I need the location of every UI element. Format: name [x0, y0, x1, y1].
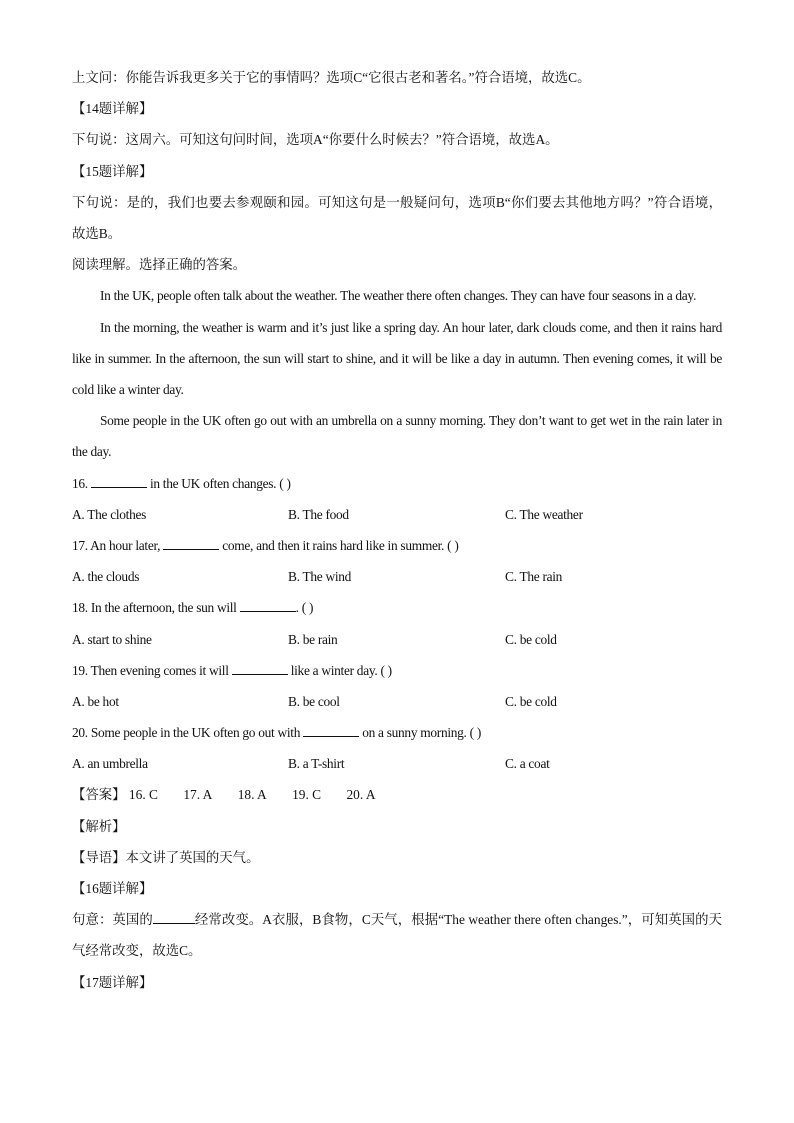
option-a: A. start to shine — [72, 631, 152, 647]
heading-14: 【14题详解】 — [72, 101, 153, 117]
option-a: A. the clouds — [72, 569, 140, 585]
passage-paragraph-3: Some people in the UK often go out with an umbrella on a sunny morning. They don’t want to get wet in the rain later in the day. — [72, 413, 722, 460]
answer-blank — [240, 599, 296, 612]
heading-16: 【16题详解】 — [72, 881, 153, 896]
answer-blank — [153, 911, 195, 924]
answer-blank — [163, 537, 219, 550]
question-16-options — [72, 499, 722, 530]
explanation-14-text: 下句说：这周六。可知这句问时间，选项A“你要什么时候去？”符合语境，故选A。 — [72, 132, 559, 148]
heading-17: 【17题详解】 — [72, 974, 153, 990]
question-16: 16. in the UK often changes. ( ) — [72, 475, 291, 491]
passage-paragraph-2: In the morning, the weather is warm and it’s just like a spring day. An hour later, dark clouds come, and then it rains hard like in summer. In the afternoon, the sun will start to shine, and it will be like a day in autumn. Then evening comes, it will be cold like a winter day. — [72, 319, 722, 397]
option-c: C. be cold — [505, 693, 557, 709]
explanation-15-text: 下句说：是的，我们也要去参观颐和园。可知这句是一般疑问句，选项B“你们要去其他地方吗？”符合语境，故选B。 — [72, 194, 722, 241]
answer-blank — [91, 475, 147, 488]
option-c: C. The rain — [505, 569, 563, 585]
option-c: C. be cold — [505, 631, 557, 647]
answer-item: 17. A — [183, 787, 213, 803]
option-b: B. be rain — [288, 631, 338, 647]
explanation-13-text: 上文问：你能告诉我更多关于它的事情吗？选项C“它很古老和著名。”符合语境，故选C。 — [72, 70, 591, 85]
question-17: 17. An hour later, come, and then it rains hard like in summer. ( ) — [72, 537, 459, 553]
option-a: A. be hot — [72, 693, 119, 709]
option-c: C. a coat — [505, 756, 550, 772]
reading-instructions: 阅读理解。选择正确的答案。 — [72, 257, 247, 273]
option-b: B. be cool — [288, 693, 340, 709]
heading-15: 【15题详解】 — [72, 163, 153, 179]
answer-blank — [232, 662, 288, 675]
question-18: 18. In the afternoon, the sun will . ( ) — [72, 600, 314, 616]
question-20-options — [72, 748, 722, 779]
answer-item: 18. A — [237, 787, 267, 803]
question-19: 19. Then evening comes it will like a winter day. ( ) — [72, 662, 392, 678]
question-18-options — [72, 624, 722, 655]
explanation-16-text: 句意：英国的 经常改变。A衣服，B食物，C天气，根据“The weather there often changes.”，可知英国的天气经常改变，故选C。 — [72, 912, 723, 959]
question-20: 20. Some people in the UK often go out with on a sunny morning. ( ) — [72, 725, 482, 741]
option-a: A. an umbrella — [72, 756, 148, 772]
answer-item: 20. A — [346, 787, 376, 803]
option-b: B. The wind — [288, 569, 352, 585]
analysis-label: 【解析】 — [72, 818, 126, 834]
document-page — [72, 62, 722, 998]
option-c: C. The weather — [505, 506, 583, 522]
answer-item: 16. C — [128, 787, 158, 803]
option-b: B. a T-shirt — [288, 756, 345, 772]
option-a: A. The clothes — [72, 506, 147, 522]
passage-paragraph-1: In the UK, people often talk about the weather. The weather there often changes. They can have four seasons in a day. — [100, 288, 697, 304]
question-17-options — [72, 561, 722, 592]
answer-label: 【答案】 — [72, 787, 126, 803]
option-b: B. The food — [288, 506, 349, 522]
question-19-options — [72, 686, 722, 717]
answer-blank — [303, 724, 359, 737]
answer-item: 19. C — [292, 787, 322, 803]
guide-text: 【导语】本文讲了英国的天气。 — [72, 849, 260, 865]
answer-key — [72, 779, 722, 810]
